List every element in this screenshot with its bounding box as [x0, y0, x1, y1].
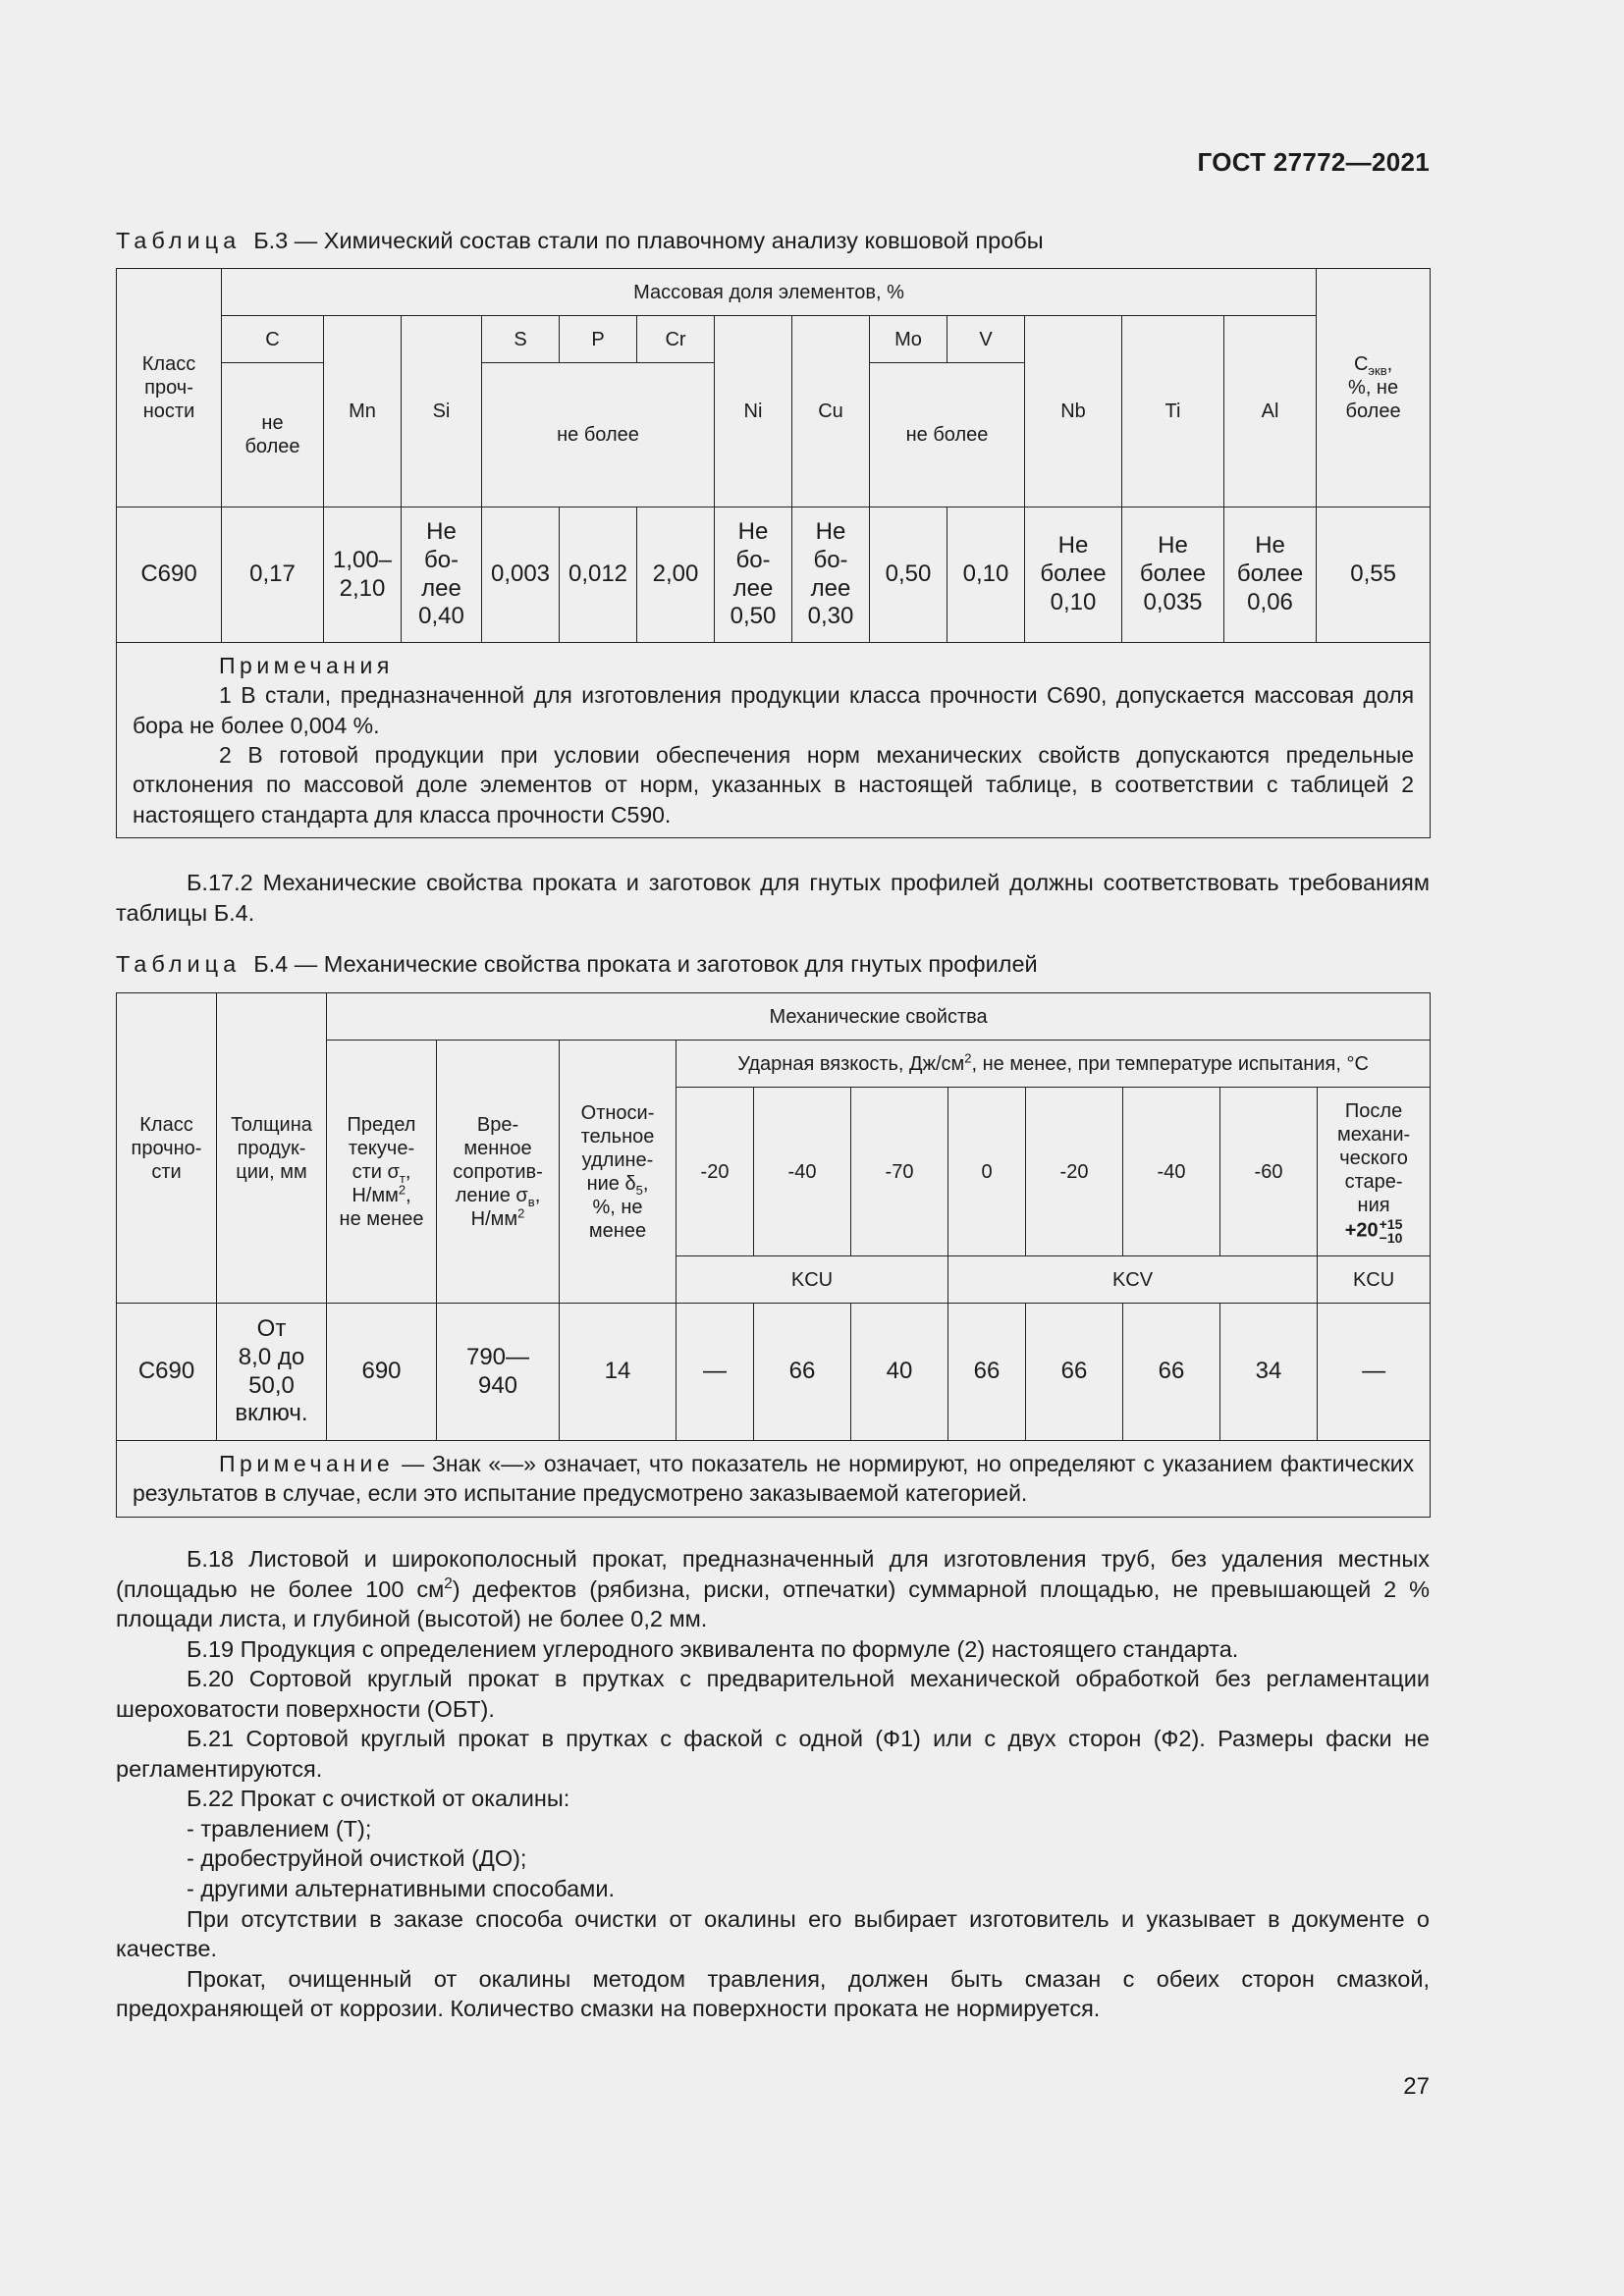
para-lubrication: Прокат, очищенный от окалины методом травления, должен быть смазан с обеих сторон смазкой, предохраняющей от коррозии. Количество смазки на поверхности проката не нормируется.: [116, 1965, 1430, 2022]
b4-cell-impact-3: 40: [851, 1304, 948, 1441]
table-b3-caption-text: Б.3 — Химический состав стали по плавочному анализу ковшовой пробы: [253, 228, 1044, 253]
b4-cell-impact-5: 66: [1026, 1304, 1123, 1441]
para-descaling-choice: При отсутствии в заказе способа очистки от окалины его выбирает изготовитель и указывает в документе о качестве.: [116, 1905, 1430, 1962]
para-b17-2-block: [116, 868, 1430, 928]
list-item-pickling: - травлением (Т);: [187, 1815, 372, 1842]
b3-cell-mn: 1,00– 2,10: [324, 507, 402, 643]
b3-cell-ni: Не бо- лее 0,50: [715, 507, 792, 643]
paragraphs-block: [116, 1544, 1430, 2024]
b4-cell-tensile: 790— 940: [437, 1304, 560, 1441]
b4-head-kcu: KCU: [677, 1256, 948, 1304]
page-number: 27: [1403, 2073, 1430, 2100]
b3-note-1: 1 В стали, предназначенной для изготовления продукции класса прочности С690, допускается массовая доля бора не более 0,004 %.: [133, 682, 1415, 738]
para-b22: Б.22 Прокат с очисткой от окалины:: [187, 1786, 570, 1812]
table-b3-caption-label: Таблица: [116, 228, 242, 253]
b4-head-tensile: Вре- менное сопротив- ление $\sigma_в$, $Н/мм^2$: [437, 1041, 560, 1304]
b4-data-row: [117, 1304, 1431, 1441]
para-b17-2: Б.17.2 Механические свойства проката и заготовок для гнутых профилей должны соответствовать требованиям таблицы Б.4.: [116, 870, 1430, 926]
b4-note: [117, 1441, 1431, 1518]
b3-head-mov-limit: не более: [870, 363, 1025, 507]
b3-head-s: S: [482, 316, 560, 363]
b3-cell-s: 0,003: [482, 507, 560, 643]
b4-cell-yield: 690: [327, 1304, 437, 1441]
b3-cell-c: 0,17: [222, 507, 324, 643]
b3-head-group: Массовая доля элементов, %: [222, 269, 1317, 316]
b4-head-elongation: Относи- тельное удлине- ние $\delta_5$, %, не менее: [560, 1041, 677, 1304]
b3-head-v: V: [947, 316, 1025, 363]
list-item-shot-blasting: - дробеструйной очисткой (ДО);: [187, 1845, 527, 1872]
table-b3: [116, 268, 1431, 838]
table-b4-caption-label: Таблица: [116, 951, 242, 977]
para-b18: Б.18 Листовой и широкополосный прокат, предназначенный для изготовления труб, без удаления местных (площадью не более 100 $см^2$) дефектов (рябизна, риски, отпечатки) суммарной площадью, не превышающей 2 % площади листа, и глубиной (высотой) не более 0,2 мм.: [116, 1546, 1430, 1632]
b3-head-spcr-limit: не более: [482, 363, 715, 507]
b4-cell-class: С690: [117, 1304, 217, 1441]
para-b19: Б.19 Продукция с определением углеродного эквивалента по формуле (2) настоящего стандарта.: [187, 1635, 1239, 1662]
b3-cell-v: 0,10: [947, 507, 1025, 643]
b3-head-ceq: $C_{экв}$, %, не более: [1317, 269, 1431, 507]
table-b3-caption: [116, 228, 1044, 254]
table-b4-caption-text: Б.4 — Механические свойства проката и заготовок для гнутых профилей: [253, 951, 1038, 977]
b3-head-cu: Cu: [792, 316, 870, 507]
b4-head-yield: Предел текуче- сти $\sigma_т$, $Н/мм^2$, не менее: [327, 1041, 437, 1304]
list-item-alternative: - другими альтернативными способами.: [187, 1876, 615, 1902]
b4-cell-impact-7: 34: [1220, 1304, 1318, 1441]
b4-head-thickness: Толщина продук- ции, мм: [217, 993, 327, 1304]
para-b20: Б.20 Сортовой круглый прокат в прутках с предварительной механической обработкой без регламентации шероховатости поверхности (ОБТ).: [116, 1666, 1430, 1722]
b3-head-ti: Ti: [1122, 316, 1224, 507]
table-b4: [116, 992, 1431, 1518]
b4-cell-elongation: 14: [560, 1304, 677, 1441]
b4-head-impact: Ударная вязкость, $Дж/см^2$, не менее, при температуре испытания, °С: [677, 1041, 1431, 1088]
b3-cell-ceq: 0,55: [1317, 507, 1431, 643]
b4-cell-impact-2: 66: [754, 1304, 851, 1441]
b4-head-temp-1: -20: [677, 1088, 754, 1256]
b3-head-c: C: [222, 316, 324, 363]
b4-head-kcu-aging: KCU: [1318, 1256, 1431, 1304]
b4-head-temp-6: -40: [1123, 1088, 1220, 1256]
b3-head-c-limit: не более: [222, 363, 324, 507]
b4-cell-impact-aging: —: [1318, 1304, 1431, 1441]
b3-head-si: Si: [402, 316, 482, 507]
b4-head-group: Механические свойства: [327, 993, 1431, 1041]
b4-cell-thickness: От 8,0 до 50,0 включ.: [217, 1304, 327, 1441]
b4-cell-impact-6: 66: [1123, 1304, 1220, 1441]
b3-cell-al: Не более 0,06: [1224, 507, 1317, 643]
b3-notes-title: Примечания: [219, 653, 394, 678]
b3-head-nb: Nb: [1025, 316, 1122, 507]
b3-cell-mo: 0,50: [870, 507, 947, 643]
b3-cell-cr: 2,00: [637, 507, 715, 643]
b4-note-text: — Знак «—» означает, что показатель не нормируют, но определяют с указанием фактических результатов в случае, если это испытание предусмотрено заказываемой категорией.: [133, 1451, 1415, 1507]
b4-cell-impact-1: —: [677, 1304, 754, 1441]
b3-head-class: Класс проч- ности: [117, 269, 222, 507]
b3-cell-cu: Не бо- лее 0,30: [792, 507, 870, 643]
table-b4-caption: [116, 951, 1038, 978]
b3-cell-p: 0,012: [560, 507, 637, 643]
b3-head-mo: Mo: [870, 316, 947, 363]
b4-head-aging: После механи- ческого старе- ния +20 +15 −10: [1318, 1088, 1431, 1256]
b4-head-temp-7: -60: [1220, 1088, 1318, 1256]
para-b21: Б.21 Сортовой круглый прокат в прутках с фаской с одной (Ф1) или с двух сторон (Ф2). Размеры фаски не регламентируются.: [116, 1726, 1430, 1782]
b3-cell-si: Не бо- лее 0,40: [402, 507, 482, 643]
b4-head-temp-4: 0: [948, 1088, 1026, 1256]
b4-head-temp-5: -20: [1026, 1088, 1123, 1256]
b4-cell-impact-4: 66: [948, 1304, 1026, 1441]
b4-note-label: Примечание: [219, 1451, 395, 1476]
b4-head-temp-3: -70: [851, 1088, 948, 1256]
b3-cell-nb: Не более 0,10: [1025, 507, 1122, 643]
b3-head-ni: Ni: [715, 316, 792, 507]
standard-code: ГОСТ 27772—2021: [1197, 147, 1430, 177]
b3-cell-ti: Не более 0,035: [1122, 507, 1224, 643]
b3-head-cr: Cr: [637, 316, 715, 363]
b3-cell-class: С690: [117, 507, 222, 643]
b4-head-temp-2: -40: [754, 1088, 851, 1256]
b4-head-kcv: KCV: [948, 1256, 1318, 1304]
b4-head-class: Класс прочно- сти: [117, 993, 217, 1304]
b3-note-2: 2 В готовой продукции при условии обеспечения норм механических свойств допускаются предельные отклонения по массовой доле элементов от норм, указанных в настоящей таблице, в соответствии с таблицей 2 настоящего стандарта для класса прочности С590.: [133, 742, 1415, 828]
b3-notes: [117, 643, 1431, 838]
b3-head-al: Al: [1224, 316, 1317, 507]
b3-head-p: P: [560, 316, 637, 363]
b3-data-row: [117, 507, 1431, 643]
b3-head-mn: Mn: [324, 316, 402, 507]
